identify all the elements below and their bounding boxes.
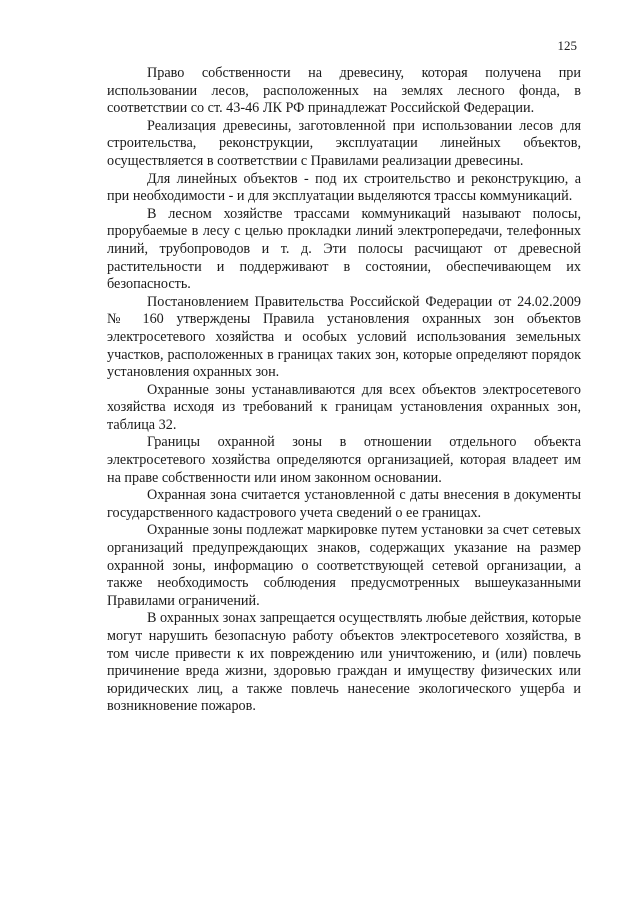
paragraph: Право собственности на древесину, которая получена при использовании лесов, расположенных на землях лесного фонда, в соответствии со ст. 43-46 ЛК РФ принадлежат Российской Федерации.	[107, 65, 581, 117]
paragraph: Границы охранной зоны в отношении отдельного объекта электросетевого хозяйства определяются организацией, которая владеет им на праве собственности или ином законном основании.	[107, 434, 581, 486]
paragraph: В лесном хозяйстве трассами коммуникаций называют полосы, прорубаемые в лесу с целью прокладки линий электропередачи, телефонных линий, трубопроводов и т. д. Эти полосы расчищают от древесной растительности и поддерживают в состоянии, обеспечивающем их безопасность.	[107, 205, 581, 293]
paragraph: В охранных зонах запрещается осуществлять любые действия, которые могут нарушить безопасную работу объектов электросетевого хозяйства, в том числе привести к их повреждению или уничтожению, и (или) повлечь причинение вреда жизни, здоровью граждан и имуществу физических или юридических лиц, а также повлечь нанесение экологического ущерба и возникновение пожаров.	[107, 610, 581, 715]
paragraph: Охранная зона считается установленной с даты внесения в документы государственного кадастрового учета сведений о ее границах.	[107, 487, 581, 521]
page-body	[107, 65, 581, 716]
paragraph: Охранные зоны подлежат маркировке путем установки за счет сетевых организаций предупреждающих знаков, содержащих указание на размер охранной зоны, информацию о соответствующей сетевой организации, а также необходимость соблюдения предусмотренных вышеуказанными Правилами ограничений.	[107, 522, 581, 609]
paragraph: Постановлением Правительства Российской Федерации от 24.02.2009 № 160 утверждены Правила установления охранных зон объектов электросетевого хозяйства и особых условий использования земельных участков, расположенных в границах таких зон, которые определяют порядок установления охранных зон.	[107, 293, 581, 381]
page-number: 125	[557, 38, 577, 53]
paragraph: Охранные зоны устанавливаются для всех объектов электросетевого хозяйства исходя из требований к границам установления охранных зон, таблица 32.	[107, 381, 581, 433]
paragraph: Для линейных объектов - под их строительство и реконструкцию, а при необходимости - и для эксплуатации выделяются трассы коммуникаций.	[107, 170, 581, 205]
paragraph: Реализация древесины, заготовленной при использовании лесов для строительства, реконструкции, эксплуатации линейных объектов, осуществляется в соответствии с Правилами реализации древесины.	[107, 117, 581, 169]
